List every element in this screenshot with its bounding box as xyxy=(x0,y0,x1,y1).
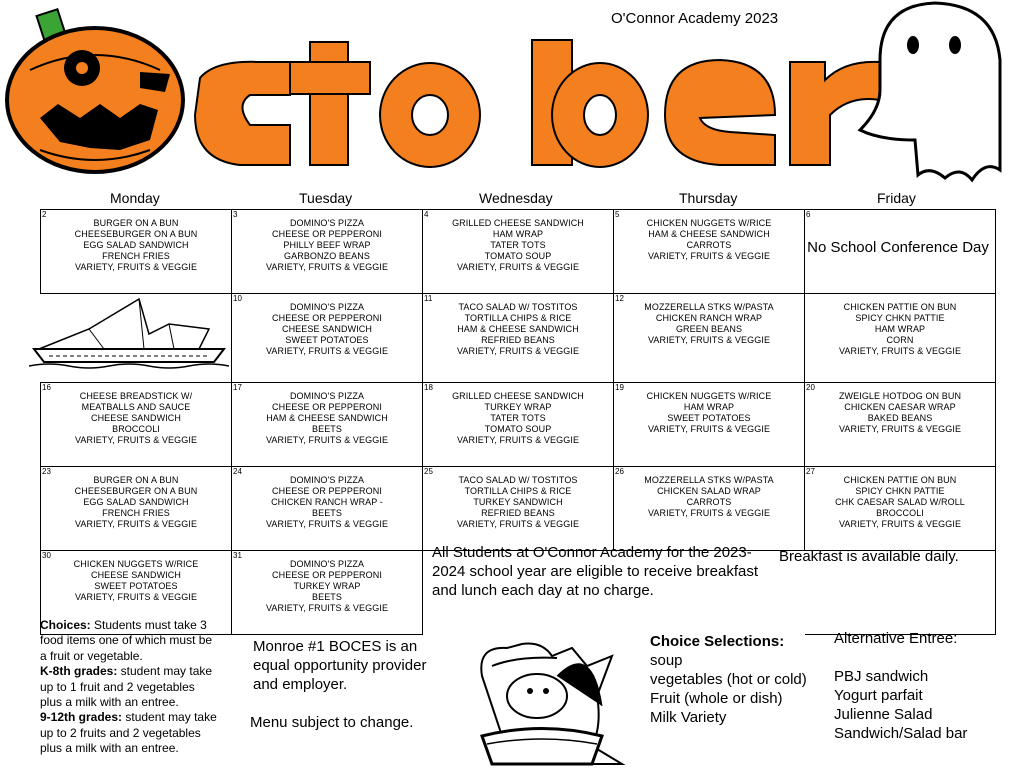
day-cell: 6 No School Conference Day xyxy=(805,210,996,294)
pumpkin-icon xyxy=(7,9,183,172)
day-cell: 2 BURGER ON A BUN CHEESEBURGER ON A BUN EGG SALAD SANDWICH FRENCH FRIES VARIETY, FRUITS & VEGGIE xyxy=(41,210,232,294)
day-cell: 17 DOMINO'S PIZZA CHEESE OR PEPPERONI HAM & CHEESE SANDWICH BEETS VARIETY, FRUITS & VEGGIE xyxy=(232,383,423,467)
ghost-icon xyxy=(860,3,1000,180)
day-cell: 3 DOMINO'S PIZZA CHEESE OR PEPPERONI PHILLY BEEF WRAP GARBONZO BEANS VARIETY, FRUITS & VEGGIE xyxy=(232,210,423,294)
boces-note: Monroe #1 BOCES is an equal opportunity provider and employer. xyxy=(253,638,427,693)
day-name: Monday xyxy=(110,190,160,206)
day-cell: 23 BURGER ON A BUN CHEESEBURGER ON A BUN EGG SALAD SANDWICH FRENCH FRIES VARIETY, FRUITS & VEGGIE xyxy=(41,467,232,551)
ship-cell xyxy=(41,294,232,383)
breakfast-note: Breakfast is available daily. xyxy=(779,548,959,565)
day-cell: 31 DOMINO'S PIZZA CHEESE OR PEPPERONI TURKEY WRAP BEETS VARIETY, FRUITS & VEGGIE xyxy=(232,551,423,635)
october-banner xyxy=(0,0,1016,190)
ship-icon xyxy=(29,294,229,377)
day-cell: 12 MOZZERELLA STKS W/PASTA CHICKEN RANCH WRAP GREEN BEANS VARIETY, FRUITS & VEGGIE xyxy=(614,294,805,383)
choices-rules: Choices: Students must take 3 food items one of which must be a fruit or vegetable. K-8th grades: student may take up to 1 fruit and 2 vegetables plus a milk with an entree. 9-12th grades: student may take up to 2 fruits and 2 vegetables plus a milk with an entree. xyxy=(40,618,217,756)
choice-selections: Choice Selections: soup vegetables (hot or cold) Fruit (whole or dish) Milk Variety xyxy=(650,633,807,726)
day-cell: 27 CHICKEN PATTIE ON BUN SPICY CHKN PATTIE CHK CAESAR SALAD W/ROLL BROCCOLI VARIETY, FRUITS & VEGGIE xyxy=(805,467,996,551)
day-cell: 20 ZWEIGLE HOTDOG ON BUN CHICKEN CAESAR WRAP BAKED BEANS VARIETY, FRUITS & VEGGIE xyxy=(805,383,996,467)
witch-cauldron-icon xyxy=(462,636,630,766)
october-letters xyxy=(195,40,880,167)
day-cell: CHICKEN PATTIE ON BUN SPICY CHKN PATTIE HAM WRAP CORN VARIETY, FRUITS & VEGGIE xyxy=(805,294,996,383)
day-cell: 25 TACO SALAD W/ TOSTITOS TORTILLA CHIPS & RICE TURKEY SANDWICH REFRIED BEANS VARIETY, FRUITS & VEGGIE xyxy=(423,467,614,551)
day-cell: 10 DOMINO'S PIZZA CHEESE OR PEPPERONI CHEESE SANDWICH SWEET POTATOES VARIETY, FRUITS & VEGGIE xyxy=(232,294,423,383)
day-cell: 24 DOMINO'S PIZZA CHEESE OR PEPPERONI CHICKEN RANCH WRAP - BEETS VARIETY, FRUITS & VEGGIE xyxy=(232,467,423,551)
menu-change-note: Menu subject to change. xyxy=(250,714,414,731)
eligibility-note: All Students at O'Connor Academy for the 2023-2024 school year are eligible to receive breakfast and lunch each day at no charge. xyxy=(432,544,759,599)
day-cell: 5 CHICKEN NUGGETS W/RICE HAM & CHEESE SANDWICH CARROTS VARIETY, FRUITS & VEGGIE xyxy=(614,210,805,294)
day-name: Thursday xyxy=(679,190,738,206)
day-cell: 30 CHICKEN NUGGETS W/RICE CHEESE SANDWICH SWEET POTATOES VARIETY, FRUITS & VEGGIE xyxy=(41,551,232,635)
day-name: Wednesday xyxy=(479,190,553,206)
alternative-entree: Alternative Entree: PBJ sandwich Yogurt parfait Julienne Salad Sandwich/Salad bar xyxy=(834,630,968,742)
day-cell: 18 GRILLED CHEESE SANDWICH TURKEY WRAP TATER TOTS TOMATO SOUP VARIETY, FRUITS & VEGGIE xyxy=(423,383,614,467)
day-cell: 26 MOZZERELLA STKS W/PASTA CHICKEN SALAD WRAP CARROTS VARIETY, FRUITS & VEGGIE xyxy=(614,467,805,551)
day-name: Friday xyxy=(877,190,916,206)
day-cell: 19 CHICKEN NUGGETS W/RICE HAM WRAP SWEET POTATOES VARIETY, FRUITS & VEGGIE xyxy=(614,383,805,467)
day-cell: 11 TACO SALAD W/ TOSTITOS TORTILLA CHIPS & RICE HAM & CHEESE SANDWICH REFRIED BEANS VARIETY, FRUITS & VEGGIE xyxy=(423,294,614,383)
school-title: O'Connor Academy 2023 xyxy=(611,10,779,27)
day-cell: 4 GRILLED CHEESE SANDWICH HAM WRAP TATER TOTS TOMATO SOUP VARIETY, FRUITS & VEGGIE xyxy=(423,210,614,294)
day-cell: 16 CHEESE BREADSTICK W/ MEATBALLS AND SAUCE CHEESE SANDWICH BROCCOLI VARIETY, FRUITS & VEGGIE xyxy=(41,383,232,467)
no-school-note: No School Conference Day xyxy=(807,239,989,256)
day-name: Tuesday xyxy=(299,190,353,206)
